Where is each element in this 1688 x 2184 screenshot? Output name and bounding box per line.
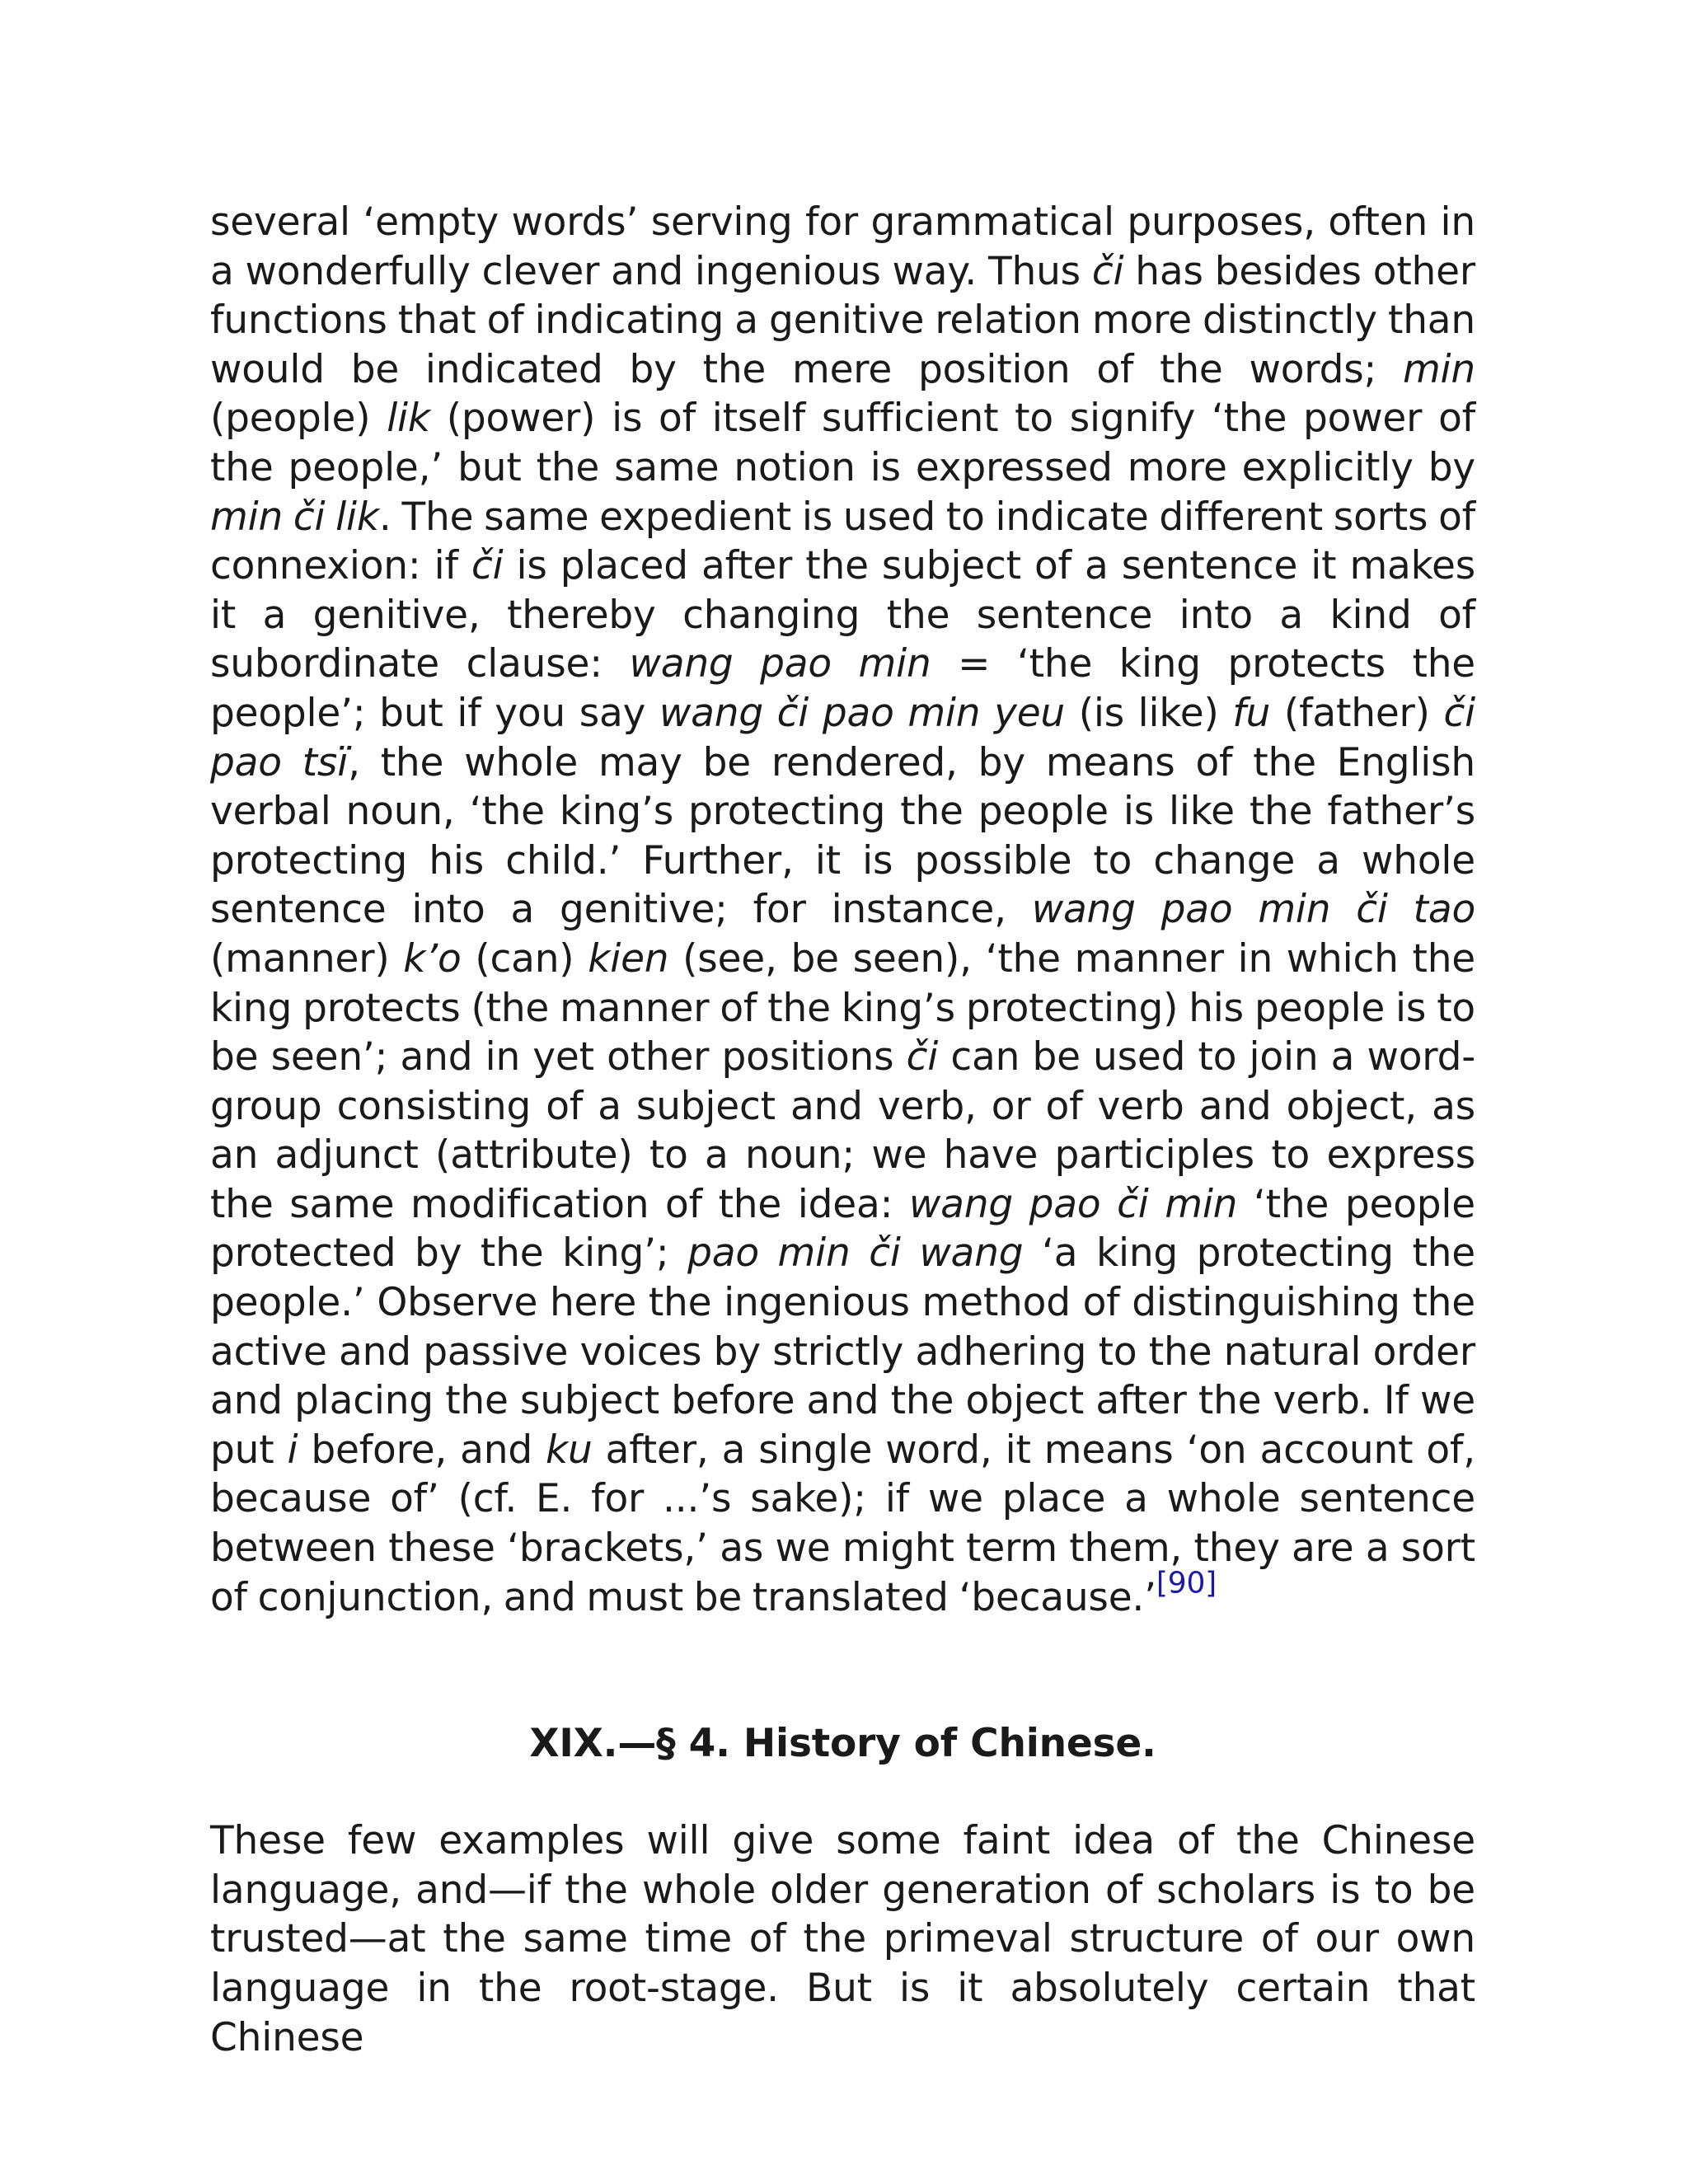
- text-run: after, a single word, it means ‘on account of, because of’ (cf. E. for ...’s sake); if we place a whole sentence between these ‘brackets,’ as we might term them, they are a sort of conjunction, and must be translated ‘because.’: [210, 1427, 1475, 1620]
- text-run: ‘the people protected by the king’;: [210, 1181, 1475, 1277]
- text-run: (people): [210, 396, 387, 442]
- body-paragraph-1: [210, 198, 1475, 1622]
- text-run: is placed after the subject of a sentence it makes it a genitive, thereby changing the sentence into a kind of subordinate clause:: [210, 543, 1475, 687]
- italic-term: či: [1091, 248, 1124, 294]
- body-paragraph-2: These few examples will give some faint idea of the Chinese language, and—if the whole older generation of scholars is to be trusted—at the same time of the primeval structure of our own language in the root-stage. But is it absolutely certain that Chinese: [210, 1818, 1475, 2060]
- text-run: , the whole may be rendered, by means of the English verbal noun, ‘the king’s protecting the people is like the father’s protecting his child.’ Further, it is possible to change a whole sentence into a genitive; for instance,: [210, 739, 1475, 933]
- italic-term: či pao tsï: [210, 690, 1476, 785]
- text-run: (is like): [1065, 690, 1233, 736]
- italic-term: k’o: [403, 935, 462, 982]
- page-content: [210, 198, 1475, 2062]
- text-run: (father): [1270, 690, 1444, 736]
- text-run: before, and: [298, 1427, 546, 1473]
- text-run: several ‘empty words’ serving for grammatical purposes, often in a wonderfully clever and ingenious way. Thus: [210, 199, 1475, 294]
- italic-term: fu: [1232, 690, 1271, 736]
- text-run: = ‘the king protects the people’; but if you say: [210, 641, 1475, 736]
- text-run: has besides other functions that of indicating a genitive relation more distinctly than would be indicated by the mere position of the words;: [210, 248, 1475, 392]
- italic-term: lik: [387, 396, 430, 442]
- text-run: (can): [461, 935, 588, 982]
- footnote-link[interactable]: [90]: [1156, 1566, 1217, 1601]
- italic-term: či: [471, 543, 504, 589]
- text-run: can be used to join a word-group consisting of a subject and verb, or of verb and object, as an adjunct (attribute) to a noun; we have participles to express the same modification of the idea:: [210, 1034, 1475, 1227]
- italic-term: wang pao min: [629, 641, 931, 687]
- text-run: (manner): [210, 935, 404, 982]
- italic-term: min: [1402, 346, 1475, 392]
- text-run: (power) is of itself sufficient to signify ‘the power of the people,’ but the same notion is expressed more explicitly by: [210, 396, 1475, 490]
- italic-term: wang pao min či tao: [1031, 887, 1476, 933]
- text-run: (see, be seen), ‘the manner in which the king protects (the manner of the king’s protecting) his people is to be seen’; and in yet other positions: [210, 935, 1476, 1080]
- italic-term: min či lik: [210, 494, 379, 540]
- text-run: . The same expedient is used to indicate different sorts of connexion: if: [210, 494, 1475, 589]
- section-heading: XIX.—§ 4. History of Chinese.: [529, 1721, 1156, 1767]
- italic-term: i: [287, 1427, 298, 1473]
- italic-term: ku: [546, 1427, 593, 1473]
- italic-term: wang či pao min yeu: [659, 690, 1065, 736]
- italic-term: pao min či wang: [687, 1230, 1024, 1277]
- text-run: ‘a king protecting the people.’ Observe here the ingenious method of distinguishing the active and passive voices by strictly adhering to the natural order and placing the subject before and the object after the verb. If we put: [210, 1230, 1475, 1473]
- italic-term: wang pao či min: [908, 1181, 1238, 1227]
- italic-term: či: [906, 1034, 939, 1080]
- italic-term: kien: [588, 935, 669, 982]
